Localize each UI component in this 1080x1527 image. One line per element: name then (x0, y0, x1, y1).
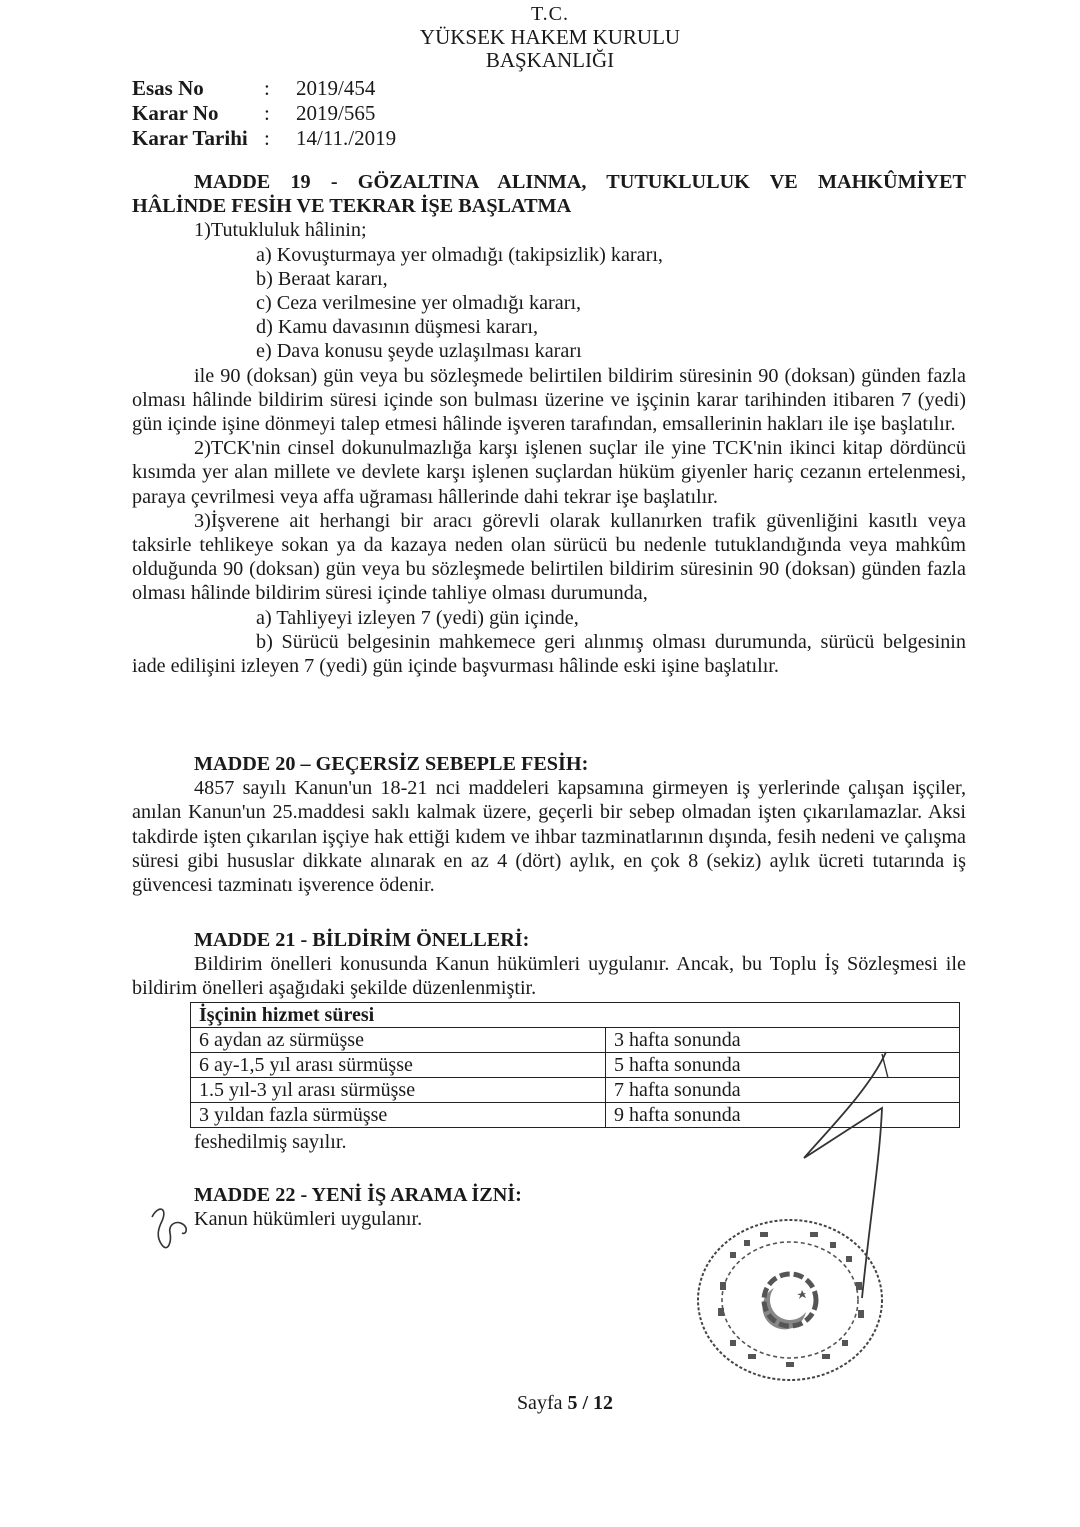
meta-row-esas (132, 76, 396, 101)
article-19-item-b: b) Beraat kararı, (256, 267, 388, 290)
article-21-text: Bildirim önelleri konusunda Kanun hükümleri uygulanır. Ancak, bu Toplu İş Sözleşmesi ile bildirim önelleri aşağıdaki şekilde düzenlenmiştir. (132, 953, 966, 1000)
table-header-row (191, 1003, 960, 1028)
table-header-cell: İşçinin hizmet süresi (191, 1003, 960, 1028)
article-19-paragraph-3b: b) Sürücü belgesinin mahkemece geri alınmış olması durumunda, sürücü belgesinin iade edilişini izleyen 7 (yedi) gün içinde başvurması hâlinde eski işine başlatılır. (132, 630, 966, 678)
article-20-title: MADDE 20 – GEÇERSİZ SEBEPLE FESİH: (194, 753, 589, 775)
official-seal (690, 1212, 890, 1392)
article-21-after: feshedilmiş sayılır. (194, 1131, 347, 1153)
table-cell-period: 1.5 yıl-3 yıl arası sürmüşse (191, 1078, 606, 1103)
article-22-text: Kanun hükümleri uygulanır. (194, 1208, 423, 1231)
page-number-current: 5 (567, 1392, 578, 1414)
meta-value: 2019/454 (296, 76, 376, 100)
header-organization (370, 26, 730, 72)
article-19-paragraph-3a: a) Tahliyeyi izleyen 7 (yedi) gün içinde, (256, 606, 579, 629)
meta-colon: : (264, 76, 270, 100)
article-19-title-line2: HÂLİNDE FESİH VE TEKRAR İŞE BAŞLATMA (132, 195, 572, 218)
article-19-intro: 1)Tutukluluk hâlinin; (194, 219, 367, 242)
header-org-line1: YÜKSEK HAKEM KURULU (419, 25, 681, 49)
article-21-title: MADDE 21 - BİLDİRİM ÖNELLERİ: (194, 929, 530, 951)
meta-row-tarih (132, 126, 396, 151)
meta-label: Karar Tarihi (132, 126, 248, 150)
table-cell-period: 3 yıldan fazla sürmüşse (191, 1103, 606, 1128)
header-org-line2: BAŞKANLIĞI (485, 48, 615, 72)
handwritten-initial (148, 1203, 194, 1263)
case-meta (132, 76, 396, 151)
table-cell-period: 6 aydan az sürmüşse (191, 1028, 606, 1053)
page-number-separator: / (582, 1392, 589, 1414)
article-20 (132, 752, 966, 897)
article-19-item-c: c) Ceza verilmesine yer olmadığı kararı, (256, 292, 582, 315)
article-19-item-d: d) Kamu davasının düşmesi kararı, (256, 316, 538, 339)
article-19 (132, 170, 966, 678)
table-cell-notice: 9 hafta sonunda (606, 1103, 960, 1128)
meta-colon: : (264, 101, 270, 125)
table-cell-period: 6 ay-1,5 yıl arası sürmüşse (191, 1053, 606, 1078)
article-19-title-line1: MADDE 19 - GÖZALTINA ALINMA, TUTUKLULUK VE MAHKÛMİYET (194, 171, 966, 193)
table-cell-notice: 5 hafta sonunda (606, 1053, 960, 1078)
article-19-item-e: e) Dava konusu şeyde uzlaşılması kararı (256, 340, 582, 363)
article-19-paragraph-2: 2)TCK'nin cinsel dokunulmazlığa karşı işlenen suçlar ile yine TCK'nin ikinci kitap dördüncü kısımda yer alan millete ve devlete karşı işlenen suçlardan hüküm giyenler hariç cezanın ertelenmesi, paraya çevrilmesi veya affa uğraması hâllerinde dahi tekrar işe başlatılır. (132, 437, 966, 508)
table-cell-notice: 7 hafta sonunda (606, 1078, 960, 1103)
page-number (0, 1392, 1080, 1415)
meta-value: 14/11./2019 (296, 126, 397, 150)
meta-value: 2019/565 (296, 101, 376, 125)
article-19-paragraph-3: 3)İşverene ait herhangi bir aracı görevli olarak kullanırken trafik güvenliğini kasıtlı veya taksirle tehlikeye sokan ya da kazaya neden olan sürücü bu nedenle tutuklandığında veya mahkûm olduğunda 90 (doksan) gün veya bu sözleşmede belirtilen bildirim süresinin 90 (doksan) günden fazla olması hâlinde bildirim süresi içinde tahliye olması durumunda, (132, 509, 966, 605)
article-19-item-a: a) Kovuşturmaya yer olmadığı (takipsizlik) kararı, (256, 243, 663, 266)
article-19-paragraph-1: ile 90 (doksan) gün veya bu sözleşmede belirtilen bildirim süresinin 90 (doksan) günden fazla olması hâlinde bildirim süresi içinde son bulması üzerine ve işçinin karar tarihinden itibaren 7 (yedi) gün içinde işine dönmeyi talep etmesi hâlinde işveren tarafından, emsallerinin hakları ile işe başlatılır. (132, 364, 966, 436)
meta-label: Karar No (132, 101, 219, 125)
meta-colon: : (264, 126, 270, 150)
header-tc: T.C. (530, 3, 570, 25)
table-cell-notice: 3 hafta sonunda (606, 1028, 960, 1053)
meta-label: Esas No (132, 76, 204, 100)
meta-row-karar (132, 101, 396, 126)
page-number-prefix: Sayfa (516, 1392, 563, 1414)
article-20-text: 4857 sayılı Kanun'un 18-21 nci maddeleri kapsamına girmeyen iş yerlerinde çalışan işçiler, anılan Kanun'un 25.maddesi saklı kalmak üzere, geçerli bir sebep olmadan işten çıkarılamazlar. Aksi takdirde işten çıkarılan işçiye hak ettiği kıdem ve ihbar tazminatlarının dışında, fesih nedeni ve çalışma süresi gibi hususlar dikkate alınarak en az 4 (dört) aylık, en çok 8 (sekiz) aylık ücreti tutarında iş güvencesi tazminatı işverence ödenir. (132, 777, 966, 897)
article-21 (132, 928, 966, 1001)
page-number-total: 12 (593, 1392, 614, 1414)
article-22-title: MADDE 22 - YENİ İŞ ARAMA İZNİ: (194, 1184, 522, 1206)
